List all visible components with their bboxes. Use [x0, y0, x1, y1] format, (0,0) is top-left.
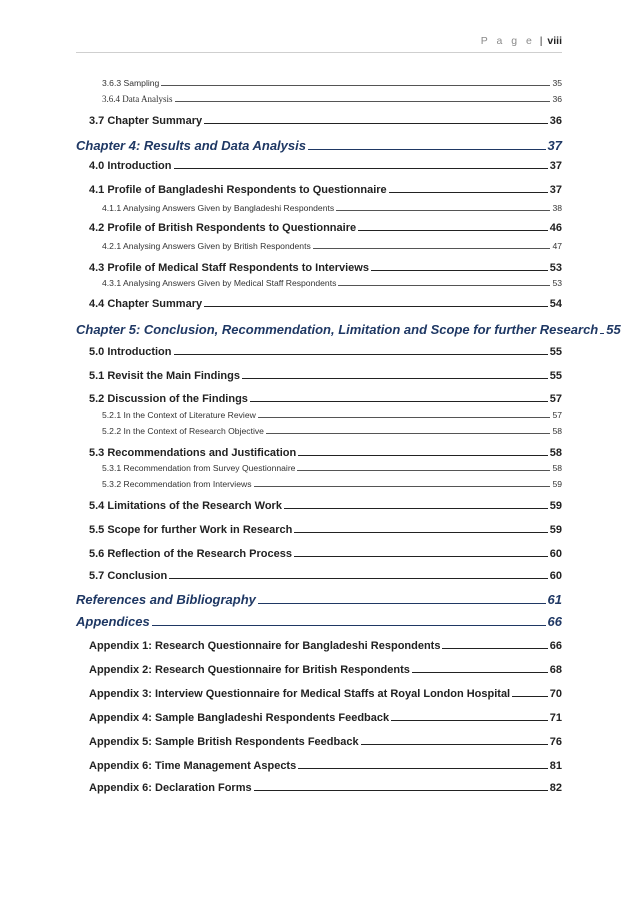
toc-entry[interactable]: [89, 688, 562, 700]
toc-leader-line: [152, 625, 546, 626]
toc-entry[interactable]: [89, 524, 562, 536]
toc-entry[interactable]: [89, 160, 562, 172]
toc-entry-title: Appendix 5: Sample British Respondents Feedback: [89, 736, 359, 748]
toc-entry[interactable]: [89, 298, 562, 310]
toc-leader-line: [412, 672, 548, 673]
toc-leader-line: [294, 532, 547, 533]
toc-entry-title: Appendix 6: Time Management Aspects: [89, 760, 297, 772]
toc-entry[interactable]: [76, 138, 562, 153]
toc-entry[interactable]: [89, 500, 562, 512]
toc-entry-page: 61: [547, 592, 562, 607]
toc-leader-line: [284, 508, 548, 509]
toc-entry-page: 71: [549, 712, 562, 724]
toc-entry-page: 66: [549, 640, 562, 652]
toc-leader-line: [297, 470, 550, 471]
toc-leader-line: [254, 486, 551, 487]
toc-entry-page: 55: [549, 346, 562, 358]
toc-entry-page: 81: [549, 760, 562, 772]
toc-entry-page: 36: [552, 94, 562, 104]
toc-entry-title: 4.1 Profile of Bangladeshi Respondents to Questionnaire: [89, 184, 387, 196]
toc-entry[interactable]: [89, 548, 562, 560]
toc-entry-title: 4.2 Profile of British Respondents to Questionnaire: [89, 222, 357, 234]
toc-leader-line: [336, 210, 550, 211]
toc-leader-line: [250, 401, 548, 402]
toc-entry-title: 4.3 Profile of Medical Staff Respondents to Interviews: [89, 262, 369, 274]
toc-entry[interactable]: [89, 393, 562, 405]
toc-entry-page: 37: [547, 138, 562, 153]
toc-entry[interactable]: [102, 479, 562, 489]
toc-entry-page: 76: [549, 736, 562, 748]
toc-leader-line: [298, 768, 548, 769]
toc-entry[interactable]: [76, 614, 562, 629]
toc-entry-title: 4.4 Chapter Summary: [89, 298, 203, 310]
toc-entry-title: 5.3 Recommendations and Justification: [89, 447, 297, 459]
toc-entry-title: Appendix 6: Declaration Forms: [89, 782, 252, 794]
toc-leader-line: [258, 417, 551, 418]
page-label: P a g e: [480, 35, 535, 47]
toc-entry-page: 60: [549, 548, 562, 560]
toc-entry[interactable]: [89, 736, 562, 748]
toc-entry-page: 57: [552, 410, 562, 420]
toc-entry-title: 5.2 Discussion of the Findings: [89, 393, 248, 405]
toc-leader-line: [254, 790, 548, 791]
toc-entry[interactable]: [89, 664, 562, 676]
toc-entry-title: 5.2.2 In the Context of Research Objective: [102, 426, 264, 436]
toc-entry-page: 60: [549, 570, 562, 582]
toc-entry-title: 5.7 Conclusion: [89, 570, 168, 582]
toc-leader-line: [161, 85, 550, 86]
toc-entry-title: References and Bibliography: [76, 592, 256, 607]
toc-entry-title: 5.3.1 Recommendation from Survey Questionnaire: [102, 463, 296, 473]
toc-leader-line: [313, 248, 551, 249]
toc-entry-title: 5.3.2 Recommendation from Interviews: [102, 479, 252, 489]
toc-entry-page: 57: [549, 393, 562, 405]
toc-entry[interactable]: [89, 115, 562, 127]
toc-entry[interactable]: [89, 782, 562, 794]
toc-entry[interactable]: [102, 94, 562, 104]
toc-entry-page: 68: [549, 664, 562, 676]
toc-entry[interactable]: [102, 463, 562, 473]
header-separator: |: [539, 35, 543, 47]
toc-entry-title: Appendix 4: Sample Bangladeshi Respondents Feedback: [89, 712, 390, 724]
toc-entry-page: 66: [547, 614, 562, 629]
toc-leader-line: [204, 306, 548, 307]
toc-entry-title: 3.6.4 Data Analysis: [102, 94, 173, 104]
toc-leader-line: [175, 101, 551, 102]
toc-entry[interactable]: [102, 278, 562, 288]
toc-entry-title: Chapter 4: Results and Data Analysis: [76, 138, 306, 153]
toc-leader-line: [361, 744, 548, 745]
toc-entry-title: 3.6.3 Sampling: [102, 78, 160, 88]
toc-entry-title: 5.0 Introduction: [89, 346, 172, 358]
toc-entry-title: 4.2.1 Analysing Answers Given by British Respondents: [102, 241, 311, 251]
toc-entry-page: 53: [549, 262, 562, 274]
toc-entry-page: 58: [552, 426, 562, 436]
toc-entry-title: 5.4 Limitations of the Research Work: [89, 500, 282, 512]
toc-leader-line: [266, 433, 550, 434]
toc-entry-page: 37: [549, 160, 562, 172]
toc-entry-page: 70: [549, 688, 562, 700]
toc-entry-title: 5.5 Scope for further Work in Research: [89, 524, 293, 536]
toc-entry-title: 5.2.1 In the Context of Literature Review: [102, 410, 256, 420]
toc-leader-line: [391, 720, 548, 721]
toc-entry-page: 53: [552, 278, 562, 288]
toc-leader-line: [371, 270, 548, 271]
toc-entry-title: Appendix 1: Research Questionnaire for Bangladeshi Respondents: [89, 640, 441, 652]
toc-entry[interactable]: [102, 410, 562, 420]
toc-entry[interactable]: [89, 640, 562, 652]
toc-entry[interactable]: [89, 760, 562, 772]
toc-entry[interactable]: [102, 426, 562, 436]
toc-entry-page: 59: [552, 479, 562, 489]
page-number: viii: [547, 35, 562, 47]
toc-entry-page: 38: [552, 203, 562, 213]
toc-leader-line: [512, 696, 548, 697]
toc-entry[interactable]: [89, 346, 562, 358]
toc-entry[interactable]: [89, 184, 562, 196]
toc-entry-title: Chapter 5: Conclusion, Recommendation, Limitation and Scope for further Research: [76, 322, 599, 337]
toc-leader-line: [389, 192, 548, 193]
toc-entry[interactable]: [89, 262, 562, 274]
toc-leader-line: [442, 648, 547, 649]
toc-entry-title: 4.1.1 Analysing Answers Given by Bangladeshi Respondents: [102, 203, 335, 213]
toc-entry[interactable]: [89, 447, 562, 459]
toc-entry-page: 54: [549, 298, 562, 310]
toc-entry-title: Appendices: [76, 614, 150, 629]
toc-entry[interactable]: [76, 322, 621, 337]
toc-entry-page: 59: [549, 500, 562, 512]
toc-entry-title: Appendix 2: Research Questionnaire for British Respondents: [89, 664, 410, 676]
toc-leader-line: [308, 149, 546, 150]
toc-leader-line: [600, 333, 604, 334]
toc-leader-line: [258, 603, 546, 604]
toc-entry-page: 58: [552, 463, 562, 473]
toc-entry[interactable]: [102, 241, 562, 251]
toc-entry[interactable]: [89, 570, 562, 582]
toc-entry-title: Appendix 3: Interview Questionnaire for Medical Staffs at Royal London Hospital: [89, 688, 511, 700]
toc-entry[interactable]: [89, 370, 562, 382]
toc-leader-line: [174, 168, 548, 169]
toc-entry-page: 55: [549, 370, 562, 382]
toc-leader-line: [174, 354, 548, 355]
toc-entry-page: 59: [549, 524, 562, 536]
toc-leader-line: [298, 455, 548, 456]
toc-leader-line: [204, 123, 548, 124]
toc-entry-title: 5.6 Reflection of the Research Process: [89, 548, 292, 560]
toc-entry[interactable]: [102, 78, 562, 88]
toc-leader-line: [294, 556, 548, 557]
toc-entry[interactable]: [102, 203, 562, 213]
toc-entry-title: 4.0 Introduction: [89, 160, 172, 172]
toc-leader-line: [242, 378, 548, 379]
toc-entry-page: 35: [552, 78, 562, 88]
toc-entry-page: 47: [552, 241, 562, 251]
toc-entry-page: 36: [549, 115, 562, 127]
toc-entry-title: 5.1 Revisit the Main Findings: [89, 370, 240, 382]
toc-leader-line: [338, 285, 550, 286]
toc-entry-page: 55: [606, 322, 621, 337]
toc-entry-page: 82: [549, 782, 562, 794]
toc-entry[interactable]: [76, 592, 562, 607]
toc-entry-title: 3.7 Chapter Summary: [89, 115, 203, 127]
toc-entry[interactable]: [89, 712, 562, 724]
toc-entry[interactable]: [89, 222, 562, 234]
toc-leader-line: [169, 578, 548, 579]
toc-entry-page: 58: [549, 447, 562, 459]
toc-entry-title: 4.3.1 Analysing Answers Given by Medical Staff Respondents: [102, 278, 337, 288]
toc-entry-page: 37: [549, 184, 562, 196]
toc-entry-page: 46: [549, 222, 562, 234]
toc-leader-line: [358, 230, 548, 231]
